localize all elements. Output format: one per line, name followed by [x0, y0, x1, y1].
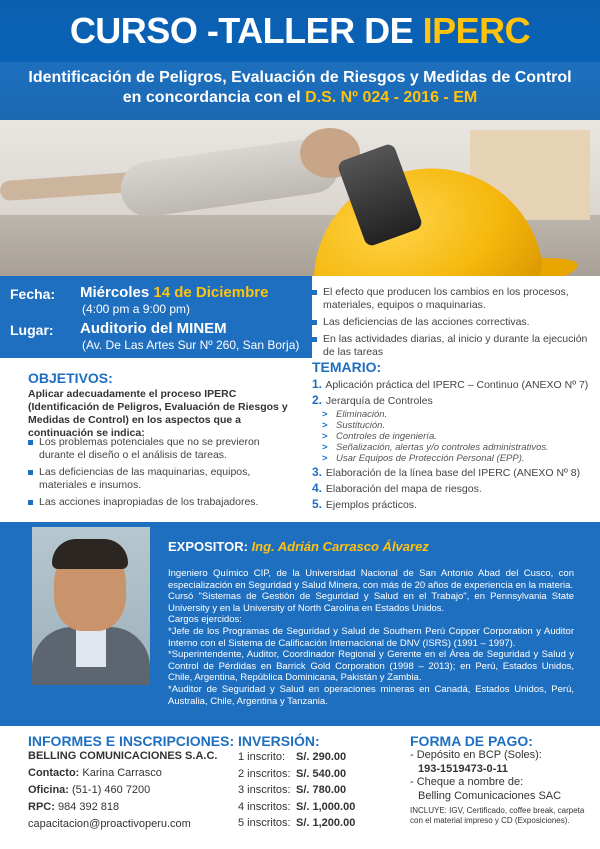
- subtitle: Identificación de Peligros, Evaluación de Riesgos y Medidas de Control en concordancia con el D.S. Nº 024 - 2016 - EM: [28, 69, 572, 106]
- list-item: En las actividades diarias, al inicio y durante la ejecución de las tareas: [312, 333, 590, 359]
- chevron-right-icon: >: [322, 409, 328, 420]
- rpc-line: RPC: 984 392 818: [28, 801, 120, 813]
- chevron-right-icon: >: [322, 431, 328, 442]
- objetivos-intro: Aplicar adecuadamente el proceso IPERC (Identificación de Peligros, Evaluación de Riesgos y Medidas de Control) en los aspectos que a continuación se indica:: [28, 388, 288, 439]
- header-banner: [0, 0, 600, 130]
- contact-line: Contacto: Karina Carrasco: [28, 767, 162, 779]
- pago-heading: FORMA DE PAGO:: [410, 733, 533, 749]
- table-row: 3 inscritos: S/. 780.00: [238, 784, 347, 796]
- event-place: Auditorio del MINEM: [80, 320, 227, 337]
- event-date: Miércoles 14 de Diciembre: [80, 284, 269, 301]
- list-item: Las acciones inapropiadas de los trabajadores.: [28, 496, 293, 509]
- expositor-photo: [32, 527, 150, 685]
- place-label: Lugar:: [10, 322, 54, 338]
- temario-heading: TEMARIO:: [312, 359, 382, 375]
- expositor-bio: Ingeniero Químico CIP, de la Universidad Nacional de San Antonio Abad del Cusco, con especialización en Seguridad y Salud Minera, con más de 20 años de experiencia en la materia. Cursó "Sistemas de Gestión de Seguridad y Salud en el Trabajo", en Pennsylvania State University y en la University of North Carolina en Estados Unidos. Cargos ejercidos: *Jefe de los Programas de Seguridad y Salud de Southern Perú Copper Corporation y Auditor Interno con el Sistema de Calificación Internacional de DNV (ISRS) (1991 – 1997). *Superintendente, Auditor, Coordinador Regional y Gerente en el Área de Seguridad y Salud y Control de Pérdidas en Barrick Gold Corporation (1998 – 2013); en Perú, Estados Unidos, Chile, Argentina, República Dominicana, Pakistán y Zambia. *Auditor de Seguridad y Salud en operaciones mineras en Canadá, Estados Unidos, Perú, Australia, Chile, Argentina y Tanzania.: [168, 568, 574, 707]
- controls-sublist: [322, 409, 592, 464]
- list-item: > Eliminación.: [322, 409, 388, 420]
- chevron-right-icon: >: [322, 420, 328, 431]
- event-time: (4:00 pm a 9:00 pm): [82, 302, 191, 316]
- list-item: > Sustitución.: [322, 420, 386, 431]
- objetivos-list-right: [312, 286, 590, 363]
- list-item: > Usar Equipos de Protección Personal (EPP).: [322, 453, 525, 464]
- list-item: 3. Elaboración de la línea base del IPERC (ANEXO Nº 8): [312, 465, 581, 479]
- includes-note: INCLUYE: IGV, Certificado, coffee break, carpeta con el material impreso y CD (Exposiciones).: [410, 806, 585, 825]
- table-row: 2 inscritos: S/. 540.00: [238, 767, 347, 780]
- informes-heading: INFORMES E INSCRIPCIONES:: [28, 733, 235, 749]
- list-item: 2. Jerarquía de Controles > Eliminación. > Sustitución. > Controles de ingeniería. > Señalización, alertas y/o controles administrativos. > Usar Equipos de Protección Personal (EPP).: [312, 394, 592, 464]
- table-row: 1 inscrito: S/. 290.00: [238, 751, 347, 763]
- list-item: Las deficiencias de las acciones correctivas.: [312, 316, 590, 329]
- objetivos-list: [28, 436, 293, 513]
- chevron-right-icon: >: [322, 453, 328, 464]
- expositor-title: EXPOSITOR: Ing. Adrián Carrasco Álvarez: [168, 539, 429, 554]
- list-item: Los problemas potenciales que no se previeron durante el diseño o el análisis de tareas.: [28, 436, 293, 462]
- list-item: El efecto que producen los cambios en los procesos, materiales, equipos o maquinarias.: [312, 286, 590, 312]
- photo-hair: [52, 539, 128, 569]
- table-row: 5 inscritos: S/. 1,200.00: [238, 817, 356, 829]
- payment-info: - Depósito en BCP (Soles): 193-1519473-0-11 - Cheque a nombre de: Belling Comunicaciones SAC: [410, 749, 562, 802]
- list-item: 5. Ejemplos prácticos.: [312, 497, 417, 511]
- company-name: BELLING COMUNICACIONES S.A.C.: [28, 750, 218, 762]
- temario-list: [312, 378, 592, 514]
- objetivos-heading: OBJETIVOS:: [28, 370, 113, 386]
- inversion-heading: INVERSIÓN:: [238, 733, 320, 749]
- email-link[interactable]: capacitacion@proactivoperu.com: [28, 818, 191, 830]
- date-label: Fecha:: [10, 286, 56, 302]
- office-line: Oficina: (51-1) 460 7200: [28, 784, 151, 796]
- list-item: 4. Elaboración del mapa de riesgos.: [312, 481, 482, 495]
- list-item: 1. Aplicación práctica del IPERC – Continuo (ANEXO Nº 7): [312, 377, 589, 391]
- accident-photo: [0, 120, 600, 276]
- event-info-box: [0, 276, 312, 358]
- photo-shirt: [76, 627, 106, 667]
- price-table: [238, 749, 388, 832]
- event-address: (Av. De Las Artes Sur Nº 260, San Borja): [82, 338, 300, 352]
- chevron-right-icon: >: [322, 442, 328, 453]
- table-row: 4 inscritos: S/. 1,000.00: [238, 800, 356, 813]
- list-item: > Controles de ingeniería.: [322, 431, 437, 442]
- list-item: > Señalización, alertas y/o controles administrativos.: [322, 442, 549, 453]
- main-title: CURSO -TALLER DE IPERC: [69, 10, 531, 51]
- list-item: Las deficiencias de las maquinarias, equipos, materiales e insumos.: [28, 466, 293, 492]
